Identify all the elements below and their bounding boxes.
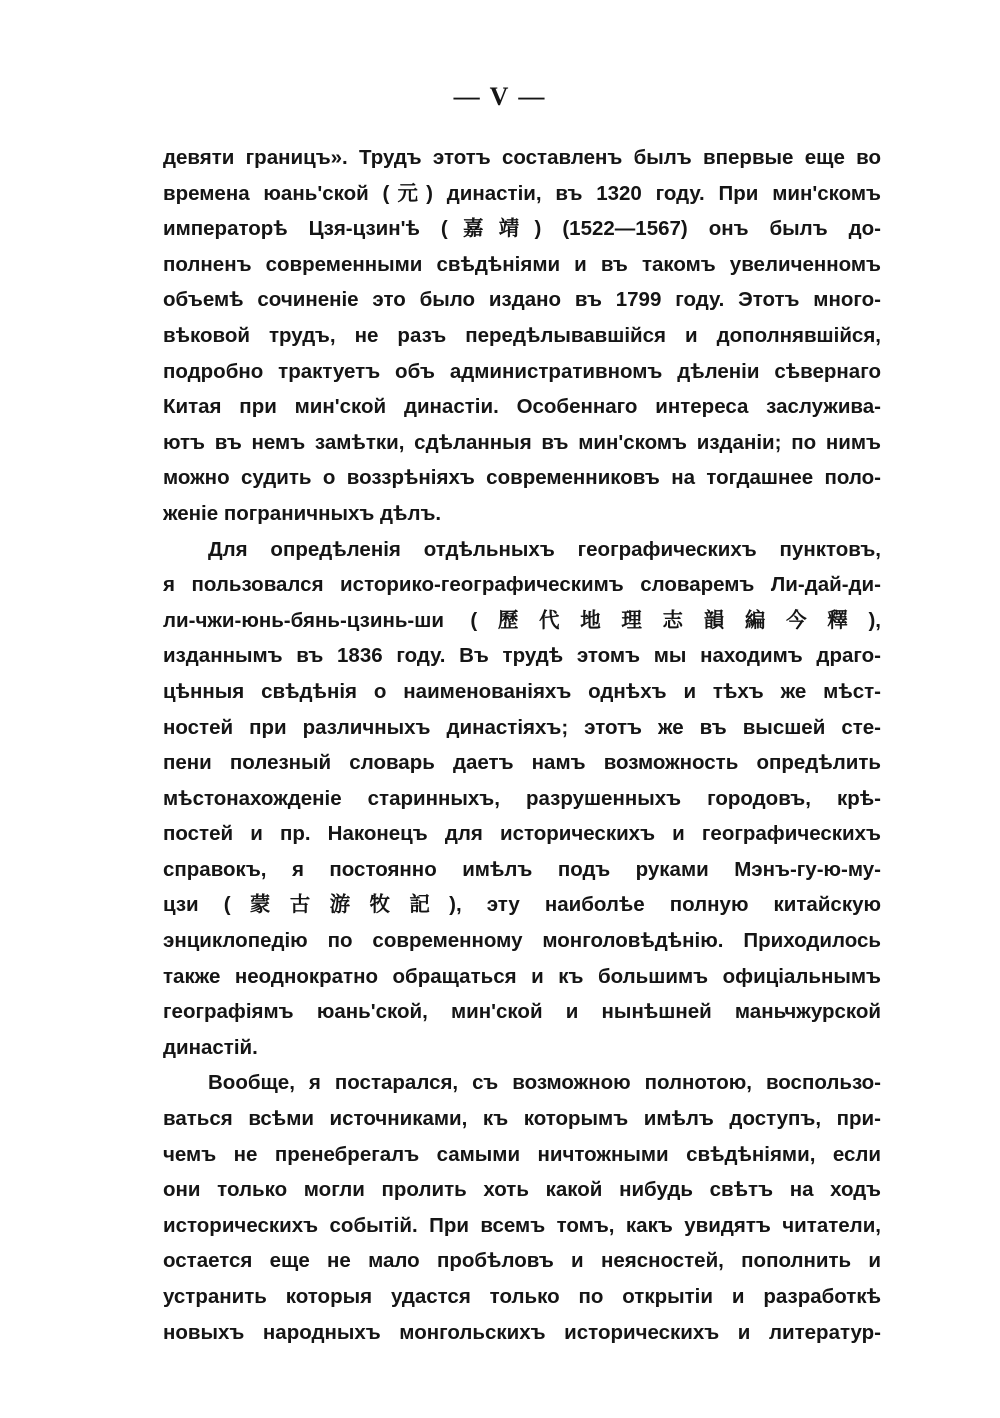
text-line: устранить которыя удастся только по открытіи и разработкѣ [163,1285,881,1308]
text-line: новыхъ народныхъ монгольскихъ историческихъ и литератур- [163,1320,881,1344]
text-line: подробно трактуетъ объ административномъ дѣленіи сѣвернаго [163,359,881,383]
text-line: ностей при различныхъ династіяхъ; этотъ же въ высшей сте- [163,715,881,739]
text-line: можно судить о воззрѣніяхъ современниковъ на тогдашнее поло- [163,466,881,490]
text-line: ваться всѣми источниками, къ которымъ имѣлъ доступъ, при- [163,1107,881,1131]
text-line: остается еще не мало пробѣловъ и неясностей, пополнить и [163,1249,881,1273]
text-line: историческихъ событій. При всемъ томъ, какъ увидятъ читатели, [163,1213,881,1237]
text-line: женіе пограничныхъ дѣлъ. [163,501,442,525]
text-line: энциклопедію по современному монголовѣдѣнію. Приходилось [163,929,881,953]
text-line: справокъ, я постоянно имѣлъ подъ руками Мэнъ-гу-ю-му- [163,857,881,881]
text-line: ютъ въ немъ замѣтки, сдѣланныя въ мин'скомъ изданіи; по нимъ [163,430,881,454]
text-line: постей и пр. Наконецъ для историческихъ и географическихъ [163,822,881,846]
text-line: цѣнныя свѣдѣнія о наименованіяхъ однѣхъ и тѣхъ же мѣст- [163,679,881,703]
text-line: мѣстонахожденіе старинныхъ, разрушенныхъ городовъ, крѣ- [163,786,881,810]
text-line: императорѣ Цзя-цзин'ѣ (嘉靖) (1522—1567) онъ былъ до- [163,217,881,241]
text-line: также неоднократно обращаться и къ большимъ офиціальнымъ [163,964,881,988]
text-line: времена юань'ской (元) династіи, въ 1320 году. При мин'скомъ [163,181,881,205]
text-line: я пользовался историко-географическимъ словаремъ Ли-дай-ди- [163,573,881,597]
body-text [163,140,881,1350]
text-line: цзи (蒙古游牧記), эту наиболѣе полную китайскую [163,893,881,917]
text-line: Китая при мин'ской династіи. Особеннаго интереса заслужива- [163,395,881,419]
text-line: объемѣ сочиненіе это было издано въ 1799 году. Этотъ много- [163,288,881,312]
text-line: изданнымъ въ 1836 году. Въ трудѣ этомъ мы находимъ драго- [163,644,881,668]
text-line: Для опредѣленія отдѣльныхъ географическихъ пунктовъ, [208,537,881,561]
text-line: географіямъ юань'ской, мин'ской и нынѣшней маньчжурской [163,1000,881,1024]
page-number: — V — [453,82,547,111]
text-line: вѣковой трудъ, не разъ передѣлывавшійся и дополнявшійся, [163,323,881,347]
text-line: они только могли пролить хоть какой нибудь свѣтъ на ходъ [163,1178,881,1202]
text-line: полненъ современными свѣдѣніями и въ такомъ увеличенномъ [163,252,881,276]
text-line: пени полезный словарь даетъ намъ возможность опредѣлить [163,751,881,775]
text-line: Вообще, я постарался, съ возможною полнотою, воспользо- [208,1071,881,1095]
text-line: чемъ не пренебрегалъ самыми ничтожными свѣдѣніями, если [163,1142,881,1166]
text-line: девяти границъ». Трудъ этотъ составленъ былъ впервые еще во [163,146,881,169]
text-line: династій. [163,1035,258,1059]
text-line: ли-чжи-юнь-бянь-цзинь-ши (歷代地理志韻編今釋), [163,608,881,632]
